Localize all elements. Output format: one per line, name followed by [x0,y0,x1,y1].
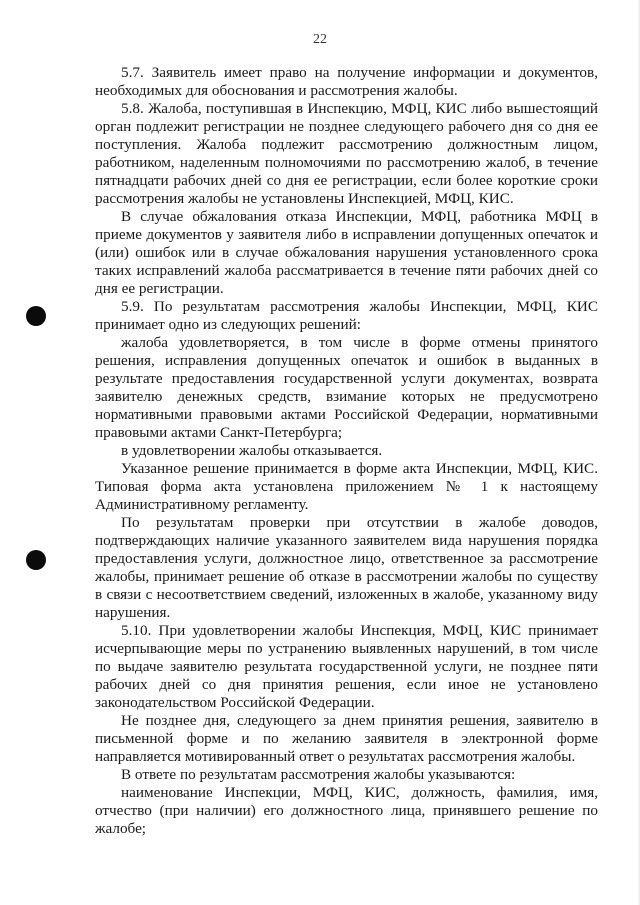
binder-hole-top [26,306,46,326]
paragraph-complaint-rejected: в удовлетворении жалобы отказывается. [121,442,383,459]
paragraph-5-10: 5.10. При удовлетворении жалобы Инспекция, МФЦ, КИС принимает исчерпывающие меры по устранению выявленных нарушений, в том числе по выдаче заявителю результата государственной услуги, не позднее пяти рабочих дней со дня принятия решения, если иное не установлено законодательством Российской Федерации. [95,622,598,711]
paragraph-response-contents: В ответе по результатам рассмотрения жалобы указываются: [121,766,516,783]
paragraph-5-8: 5.8. Жалоба, поступившая в Инспекцию, МФЦ, КИС либо вышестоящий орган подлежит регистрации не позднее следующего рабочего дня со дня ее поступления. Жалоба подлежит рассмотрению должностным лицом, работником, наделенным полномочиями по рассмотрению жалоб, в течение пятнадцати рабочих дней со дня ее регистрации, если более короткие сроки рассмотрения жалобы не установлены Инспекцией, МФЦ, КИС. [95,100,598,207]
document-body [95,64,598,838]
paragraph-verification-results: По результатам проверки при отсутствии в жалобе доводов, подтверждающих наличие указанного заявителем вида нарушения порядка предоставления услуги, должностное лицо, ответственное за рассмотрение жалобы, принимает решение об отказе в рассмотрении жалобы по существу в связи с несоответствием сведений, изложенных в жалобе, указанному виду нарушения. [95,514,598,621]
binder-hole-bottom [26,550,46,570]
paragraph-5-9: 5.9. По результатам рассмотрения жалобы Инспекции, МФЦ, КИС принимает одно из следующих решений: [95,298,598,333]
page-number: 22 [313,32,327,47]
paragraph-response-item-name: наименование Инспекции, МФЦ, КИС, должность, фамилия, имя, отчество (при наличии) его должностного лица, принявшего решение по жалобе; [95,784,598,837]
paragraph-decision-form: Указанное решение принимается в форме акта Инспекции, МФЦ, КИС. Типовая форма акта установлена приложением № 1 к настоящему Административному регламенту. [95,460,598,513]
paragraph-response-deadline: Не позднее дня, следующего за днем принятия решения, заявителю в письменной форме и по желанию заявителя в электронной форме направляется мотивированный ответ о результатах рассмотрения жалобы. [95,712,598,765]
paragraph-5-7: 5.7. Заявитель имеет право на получение информации и документов, необходимых для обоснования и рассмотрения жалобы. [95,64,598,99]
paragraph-appeal-refusal: В случае обжалования отказа Инспекции, МФЦ, работника МФЦ в приеме документов у заявителя либо в исправлении допущенных опечаток и (или) ошибок или в случае обжалования нарушения установленного срока таких исправлений жалоба рассматривается в течение пяти рабочих дней со дня ее регистрации. [95,208,598,297]
paragraph-complaint-satisfied: жалоба удовлетворяется, в том числе в форме отмены принятого решения, исправления допущенных опечаток и ошибок в выданных в результате предоставления государственной услуги документах, возврата заявителю денежных средств, взимание которых не предусмотрено нормативными правовыми актами Российской Федерации, нормативными правовыми актами Санкт-Петербурга; [95,334,598,441]
